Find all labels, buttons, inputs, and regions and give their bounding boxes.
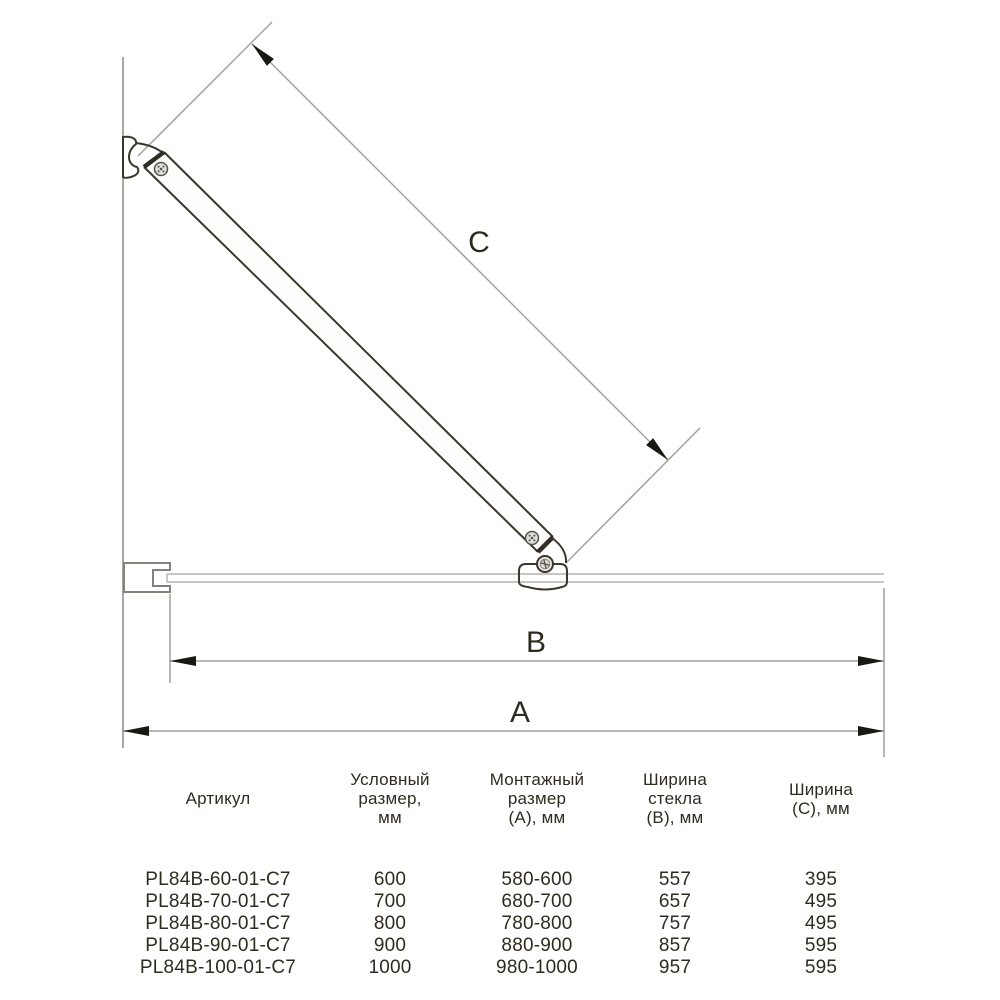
header-line: Ширина	[642, 770, 708, 789]
dimension-a-label: A	[509, 696, 531, 729]
table-cell: 495	[804, 913, 838, 934]
header-glass-width	[595, 769, 755, 828]
table-cell: 780-800	[501, 913, 573, 934]
header-line: размер,	[358, 789, 422, 808]
table-cell: 800	[373, 913, 407, 934]
table-cell: PL84B-60-01-C7	[145, 869, 291, 890]
table-cell: 557	[658, 869, 692, 890]
nominal-size-values	[310, 869, 470, 979]
header-line: Артикул	[185, 789, 251, 808]
table-cell: 880-900	[501, 935, 573, 956]
table-cell: 600	[373, 869, 407, 890]
table-cell: 900	[373, 935, 407, 956]
header-line: (С), мм	[792, 798, 850, 818]
column-width-c	[741, 769, 901, 979]
table-cell: 980-1000	[496, 957, 578, 978]
width-c-values	[741, 869, 901, 979]
table-cell: PL84B-80-01-C7	[145, 913, 291, 934]
table-cell: 680-700	[501, 891, 573, 912]
header-line: (В), мм	[646, 808, 704, 827]
header-line: мм	[378, 808, 402, 827]
glass-width-values	[595, 869, 755, 979]
table-cell: PL84B-100-01-C7	[139, 957, 297, 978]
header-line: размер	[507, 789, 567, 808]
article-values	[98, 869, 338, 979]
header-nominal-size	[310, 769, 470, 828]
dimension-b-label: B	[525, 626, 547, 659]
header-line: Ширина	[788, 779, 854, 799]
table-cell: 757	[658, 913, 692, 934]
table-cell: 700	[373, 891, 407, 912]
table-cell: PL84B-70-01-C7	[145, 891, 291, 912]
column-article	[98, 769, 338, 979]
table-cell: 395	[804, 869, 838, 890]
table-cell: 580-600	[501, 869, 573, 890]
dimension-c-label: C	[468, 226, 490, 259]
table-cell: 495	[804, 891, 838, 912]
table-cell: 595	[804, 935, 838, 956]
header-article	[98, 769, 338, 828]
header-line: стекла	[648, 789, 702, 808]
header-line: (А), мм	[508, 808, 566, 827]
header-width-c	[741, 769, 901, 828]
table-cell: 957	[658, 957, 692, 978]
column-glass-width-b	[595, 769, 755, 979]
header-line: Монтажный	[489, 770, 585, 789]
column-nominal-size	[310, 769, 470, 979]
table-cell: 657	[658, 891, 692, 912]
header-line: Условный	[350, 770, 430, 789]
table-cell: 857	[658, 935, 692, 956]
table-cell: PL84B-90-01-C7	[145, 935, 291, 956]
table-cell: 1000	[368, 957, 412, 978]
table-cell: 595	[804, 957, 838, 978]
